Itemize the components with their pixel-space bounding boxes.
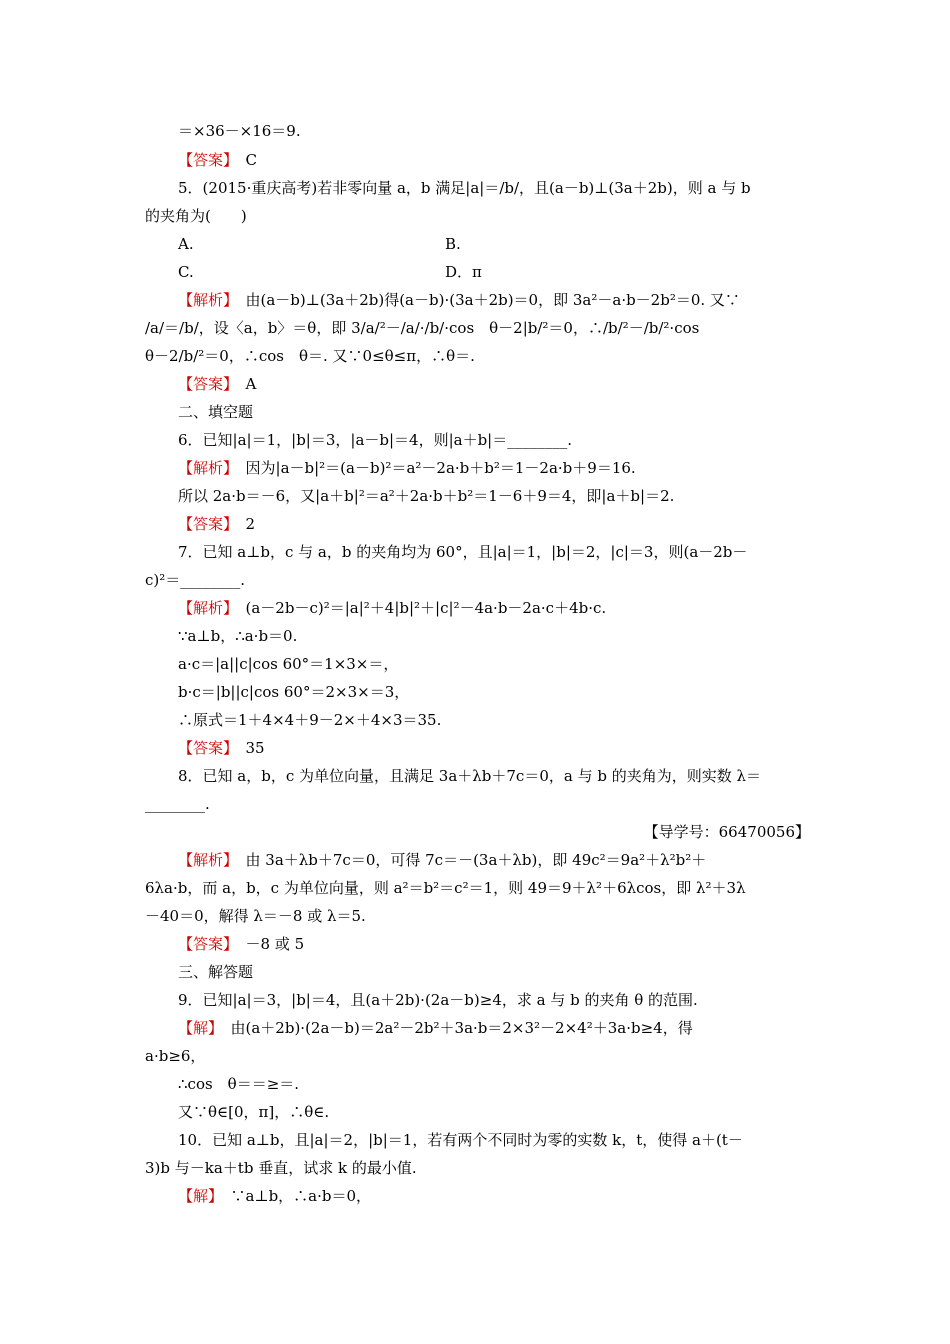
analysis-line	[178, 290, 843, 310]
section-heading: 二、填空题	[178, 403, 254, 421]
answer-line	[178, 934, 843, 954]
question-9: 9．已知|a|＝3，|b|＝4，且(a＋2b)·(2a－b)≥4，求 a 与 b 的夹角 θ 的范围.	[178, 991, 698, 1009]
text-line: 又∵θ∈[0，π]，∴θ∈.	[178, 1103, 330, 1121]
guide-number: 【导学号：66470056】	[643, 823, 810, 841]
analysis-text: 因为|a－b|²＝(a－b)²＝a²－2a·b＋b²＝1－2a·b＋9＝16.	[230, 459, 636, 477]
text-line: ∵a⊥b，∴a·b＝0.	[178, 627, 298, 645]
solution-tag: 【解】	[178, 1187, 216, 1205]
text-line: b·c＝|b||c|cos 60°＝2×3×＝3，	[178, 683, 410, 701]
question-5: 5．(2015·重庆高考)若非零向量 a，b 满足|a|＝/b/，且(a－b)⊥(3a＋2b)，则 a 与 b	[178, 179, 751, 197]
answer-line	[178, 374, 843, 394]
analysis-text: 由 3a＋λb＋7c＝0，可得 7c＝－(3a＋λb)，即 49c²＝9a²＋λ²b²＋	[230, 851, 707, 869]
question-10: 10．已知 a⊥b，且|a|＝2，|b|＝1，若有两个不同时为零的实数 k，t，使得 a＋(t－	[178, 1131, 743, 1149]
analysis-line	[178, 458, 843, 478]
text-line: 6λa·b，而 a，b，c 为单位向量，则 a²＝b²＝c²＝1，则 49＝9＋λ²＋6λcos，即 λ²＋3λ	[145, 879, 746, 897]
text-line: a·b≥6，	[145, 1047, 206, 1065]
analysis-tag: 【解析】	[178, 459, 231, 477]
answer-line	[178, 738, 843, 758]
text-line: ________.	[145, 795, 210, 813]
solution-tag: 【解】	[178, 1019, 216, 1037]
text-line: 所以 2a·b＝－6，又|a＋b|²＝a²＋2a·b＋b²＝1－6＋9＝4，即|a＋b|＝2.	[178, 487, 675, 505]
analysis-line	[178, 850, 843, 870]
text-line: ＝×36－×16＝9.	[178, 122, 301, 140]
solution-line	[178, 1018, 843, 1038]
text-line: ∴原式＝1＋4×4＋9－2×＋4×3＝35.	[178, 711, 442, 729]
answer-tag: 【答案】	[178, 151, 231, 169]
solution-text: ∵a⊥b，∴a·b＝0，	[215, 1187, 372, 1205]
analysis-tag: 【解析】	[178, 599, 231, 617]
option-a: A.	[178, 235, 194, 253]
analysis-text: 由(a－b)⊥(3a＋2b)得(a－b)·(3a＋2b)＝0，即 3a²－a·b－2b²＝0. 又∵	[230, 291, 740, 309]
text-line: 的夹角为( )	[145, 207, 247, 225]
solution-text: 由(a＋2b)·(2a－b)＝2a²－2b²＋3a·b＝2×3²－2×4²＋3a·b≥4，得	[215, 1019, 693, 1037]
text-line: θ－2/b/²＝0，∴cos θ＝. 又∵0≤θ≤π，∴θ＝.	[145, 347, 475, 365]
answer-tag: 【答案】	[178, 739, 231, 757]
answer-tag: 【答案】	[178, 375, 231, 393]
answer-text: 35	[230, 739, 265, 757]
text-line: ∴cos θ＝＝≥＝.	[178, 1075, 300, 1093]
solution-line	[178, 1186, 843, 1206]
analysis-line	[178, 598, 843, 618]
question-7: 7．已知 a⊥b，c 与 a，b 的夹角均为 60°，且|a|＝1，|b|＝2，|c|＝3，则(a－2b－	[178, 543, 748, 561]
answer-line	[178, 150, 843, 170]
question-8: 8．已知 a，b，c 为单位向量，且满足 3a＋λb＋7c＝0，a 与 b 的夹角为，则实数 λ＝	[178, 767, 762, 785]
text-line: a·c＝|a||c|cos 60°＝1×3×＝，	[178, 655, 399, 673]
text-line: c)²＝________.	[145, 571, 246, 589]
question-6: 6．已知|a|＝1，|b|＝3，|a－b|＝4，则|a＋b|＝________.	[178, 431, 573, 449]
text-line: 3)b 与－ka＋tb 垂直，试求 k 的最小值.	[145, 1159, 417, 1177]
text-line: /a/＝/b/，设〈a，b〉＝θ，即 3/a/²－/a/·/b/·cos θ－2|b/²＝0，∴/b/²－/b/²·cos	[145, 319, 700, 337]
answer-text: 2	[230, 515, 256, 533]
answer-tag: 【答案】	[178, 935, 231, 953]
answer-line	[178, 514, 843, 534]
option-c: C.	[178, 263, 194, 281]
analysis-tag: 【解析】	[178, 851, 231, 869]
text-line: －40＝0，解得 λ＝－8 或 λ＝5.	[145, 907, 366, 925]
section-heading: 三、解答题	[178, 963, 254, 981]
answer-tag: 【答案】	[178, 515, 231, 533]
answer-text: A	[230, 375, 257, 393]
option-b: B.	[445, 235, 461, 253]
answer-text: C	[230, 151, 257, 169]
option-d: D．π	[445, 263, 482, 281]
analysis-tag: 【解析】	[178, 291, 231, 309]
analysis-text: (a－2b－c)²＝|a|²＋4|b|²＋|c|²－4a·b－2a·c＋4b·c.	[230, 599, 607, 617]
answer-text: －8 或 5	[230, 935, 305, 953]
